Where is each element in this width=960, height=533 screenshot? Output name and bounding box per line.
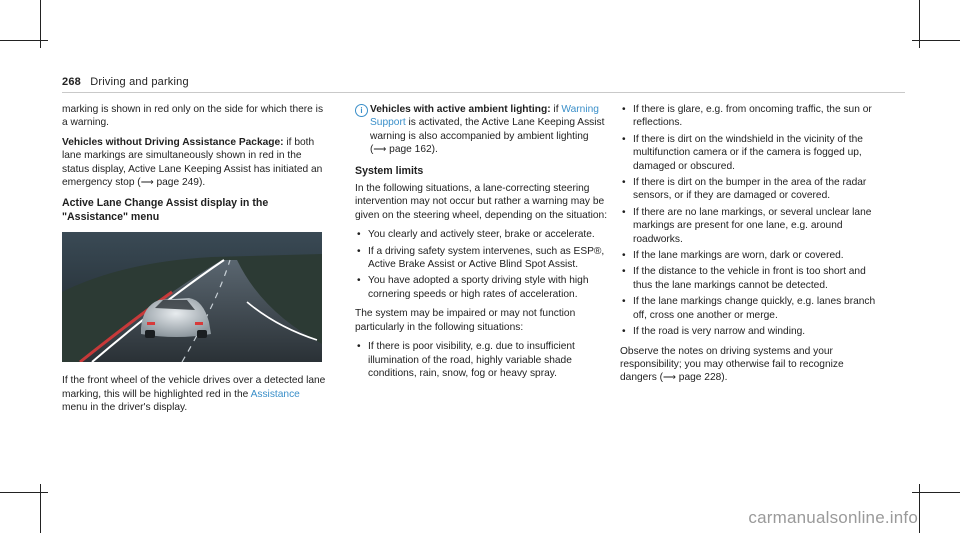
inline-heading: Vehicles without Driving Assistance Package: (62, 136, 284, 148)
column-left (62, 103, 326, 420)
assistance-menu-link[interactable]: Assistance (250, 388, 300, 400)
page-ref[interactable]: page 249). (156, 177, 206, 189)
page-number: 268 (62, 76, 81, 88)
list-item: • If a driving safety system intervenes, such as ESP®, Active Brake Assist or Active Blind Spot Assist. (355, 245, 617, 272)
list-item: • If the lane markings change quickly, e.g. lanes branch off, cross one another or merge. (620, 295, 882, 322)
list-item: • If the road is very narrow and winding. (620, 325, 882, 338)
list-item: • If there is poor visibility, e.g. due to insufficient illumination of the road, highly variable shade conditions, rain, snow, fog or heavy spray. (355, 340, 617, 380)
bullet-list (620, 103, 882, 339)
list-item: • If the distance to the vehicle in front is too short and thus the lane markings cannot be detected. (620, 265, 882, 292)
header-divider (62, 92, 905, 93)
car-on-road-illustration (62, 232, 322, 362)
paragraph: Observe the notes on driving systems and your responsibility; you may otherwise fail to recognize dangers (⟶ page 228). (620, 345, 844, 384)
paragraph: Vehicles without Driving Assistance Package: if both lane markings are simultaneously shown in red in the status display, Active Lane Keeping Assist has initiated an emergency stop (⟶ page 249). (62, 136, 323, 189)
section-heading: System limits (355, 164, 424, 177)
info-icon: i (355, 104, 368, 117)
section-heading: Active Lane Change Assist display in the "Assistance" menu (62, 197, 269, 223)
list-item: • You clearly and actively steer, brake or accelerate. (355, 228, 617, 241)
watermark: carmanualsonline.info (748, 508, 918, 527)
note-paragraph: i Vehicles with active ambient lighting: if Warning Support is activated, the Active Lane Keeping Assist warning is also accompanied by ambient lighting (⟶ page 162). (355, 103, 617, 157)
arrow-right-icon: ⟶ (373, 144, 387, 155)
list-item: • If there is dirt on the bumper in the area of the radar sensors, or if they are damaged or covered. (620, 176, 882, 203)
section-title: Driving and parking (90, 76, 189, 88)
arrow-right-icon: ⟶ (140, 177, 154, 188)
list-item: • You have adopted a sporty driving style with high cornering speeds or high rates of acceleration. (355, 274, 617, 301)
list-item: • If the lane markings are worn, dark or covered. (620, 249, 882, 262)
list-item: • If there are no lane markings, or several unclear lane markings are present for one lane, e.g. around roadworks. (620, 206, 882, 246)
paragraph: The system may be impaired or may not function particularly in the following situations: (355, 308, 576, 333)
list-item: • If there is dirt on the windshield in the vicinity of the multifunction camera or if the camera is fogged up, damaged or obscured. (620, 133, 882, 173)
paragraph: In the following situations, a lane-correcting steering intervention may not occur but rather a warning may be given on the steering wheel, depending on the situation: (355, 183, 608, 221)
list-item: • If there is glare, e.g. from oncoming traffic, the sun or reflections. (620, 103, 882, 130)
inline-heading: Vehicles with active ambient lighting: (370, 104, 551, 115)
page-header (62, 76, 189, 88)
column-right (620, 103, 882, 391)
image-caption: If the front wheel of the vehicle drives over a detected lane marking, this will be highlighted red in the Assistance menu in the driver's display. (62, 375, 326, 414)
bullet-list (355, 228, 617, 301)
page-ref[interactable]: page 228). (678, 372, 728, 384)
page-ref[interactable]: page 162). (389, 144, 438, 156)
paragraph: marking is shown in red only on the side for which there is a warning. (62, 104, 324, 129)
crop-mark (912, 492, 960, 493)
crop-mark (0, 492, 48, 493)
bullet-list (355, 340, 617, 380)
warning-support-link[interactable]: Warning Support (370, 104, 599, 129)
crop-mark (912, 40, 960, 41)
crop-mark (0, 40, 48, 41)
column-middle (355, 103, 617, 386)
arrow-right-icon: ⟶ (663, 372, 676, 383)
